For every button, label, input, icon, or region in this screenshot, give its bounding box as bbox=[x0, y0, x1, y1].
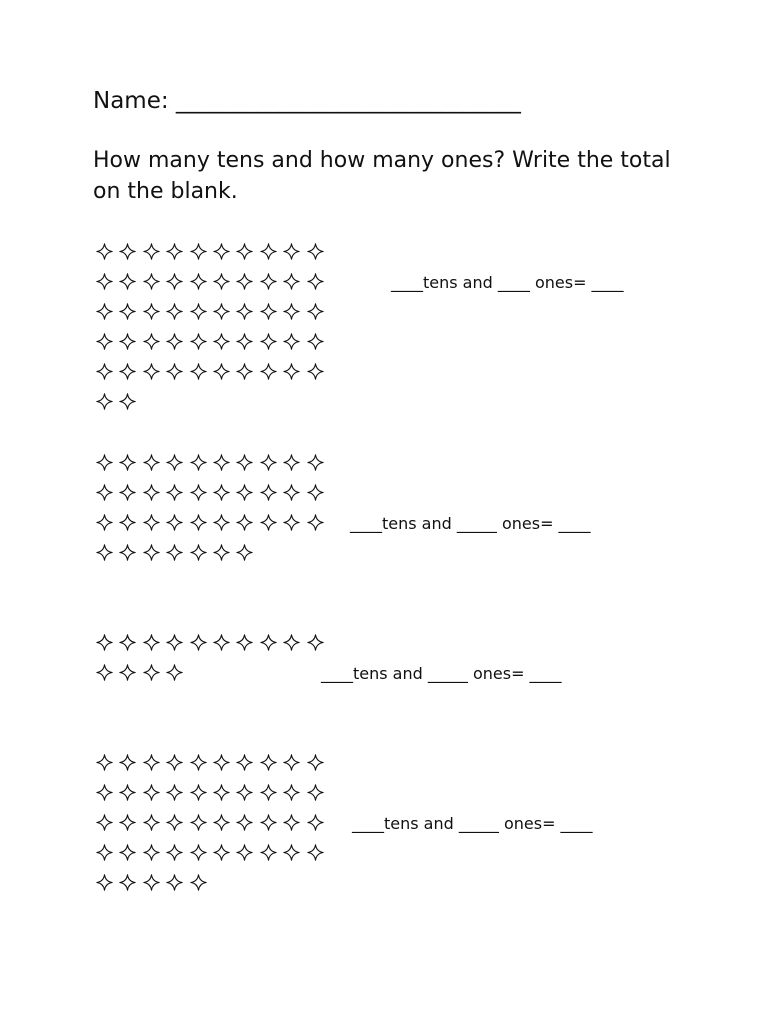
star-row bbox=[96, 266, 330, 296]
four-point-star-icon bbox=[119, 242, 142, 260]
four-point-star-icon bbox=[260, 332, 283, 350]
star-row bbox=[96, 236, 330, 266]
four-point-star-icon bbox=[166, 633, 189, 651]
four-point-star-icon bbox=[119, 302, 142, 320]
star-row bbox=[96, 326, 330, 356]
four-point-star-icon bbox=[143, 242, 166, 260]
star-group-problem-3 bbox=[96, 627, 330, 687]
four-point-star-icon bbox=[143, 543, 166, 561]
four-point-star-icon bbox=[236, 843, 259, 861]
star-row bbox=[96, 747, 330, 777]
instructions-text: How many tens and how many ones? Write the total on the blank. bbox=[93, 148, 671, 204]
four-point-star-icon bbox=[283, 843, 306, 861]
four-point-star-icon bbox=[143, 783, 166, 801]
four-point-star-icon bbox=[283, 302, 306, 320]
four-point-star-icon bbox=[283, 483, 306, 501]
four-point-star-icon bbox=[307, 362, 330, 380]
four-point-star-icon bbox=[190, 302, 213, 320]
star-row bbox=[96, 777, 330, 807]
four-point-star-icon bbox=[119, 543, 142, 561]
four-point-star-icon bbox=[260, 843, 283, 861]
four-point-star-icon bbox=[307, 753, 330, 771]
four-point-star-icon bbox=[283, 453, 306, 471]
four-point-star-icon bbox=[190, 633, 213, 651]
four-point-star-icon bbox=[213, 783, 236, 801]
four-point-star-icon bbox=[166, 513, 189, 531]
star-row bbox=[96, 837, 330, 867]
four-point-star-icon bbox=[236, 513, 259, 531]
four-point-star-icon bbox=[213, 453, 236, 471]
four-point-star-icon bbox=[166, 362, 189, 380]
four-point-star-icon bbox=[143, 663, 166, 681]
four-point-star-icon bbox=[96, 753, 119, 771]
four-point-star-icon bbox=[190, 753, 213, 771]
four-point-star-icon bbox=[96, 783, 119, 801]
four-point-star-icon bbox=[307, 843, 330, 861]
four-point-star-icon bbox=[236, 453, 259, 471]
four-point-star-icon bbox=[236, 753, 259, 771]
four-point-star-icon bbox=[236, 783, 259, 801]
four-point-star-icon bbox=[166, 543, 189, 561]
four-point-star-icon bbox=[190, 242, 213, 260]
four-point-star-icon bbox=[213, 513, 236, 531]
four-point-star-icon bbox=[190, 783, 213, 801]
four-point-star-icon bbox=[190, 272, 213, 290]
star-row bbox=[96, 537, 330, 567]
four-point-star-icon bbox=[260, 362, 283, 380]
four-point-star-icon bbox=[119, 753, 142, 771]
four-point-star-icon bbox=[96, 453, 119, 471]
four-point-star-icon bbox=[213, 543, 236, 561]
four-point-star-icon bbox=[307, 783, 330, 801]
four-point-star-icon bbox=[119, 783, 142, 801]
four-point-star-icon bbox=[143, 483, 166, 501]
four-point-star-icon bbox=[307, 513, 330, 531]
four-point-star-icon bbox=[119, 362, 142, 380]
answer-prompt-problem-2[interactable]: ____tens and _____ ones= ____ bbox=[350, 514, 591, 533]
four-point-star-icon bbox=[190, 453, 213, 471]
four-point-star-icon bbox=[119, 332, 142, 350]
four-point-star-icon bbox=[96, 543, 119, 561]
four-point-star-icon bbox=[96, 633, 119, 651]
four-point-star-icon bbox=[260, 513, 283, 531]
four-point-star-icon bbox=[260, 453, 283, 471]
four-point-star-icon bbox=[213, 813, 236, 831]
four-point-star-icon bbox=[260, 302, 283, 320]
star-row bbox=[96, 657, 330, 687]
four-point-star-icon bbox=[143, 753, 166, 771]
star-group-problem-4 bbox=[96, 747, 330, 897]
four-point-star-icon bbox=[166, 753, 189, 771]
four-point-star-icon bbox=[190, 843, 213, 861]
four-point-star-icon bbox=[143, 843, 166, 861]
four-point-star-icon bbox=[190, 362, 213, 380]
four-point-star-icon bbox=[260, 633, 283, 651]
answer-prompt-problem-3[interactable]: ____tens and _____ ones= ____ bbox=[321, 664, 562, 683]
four-point-star-icon bbox=[307, 272, 330, 290]
four-point-star-icon bbox=[283, 513, 306, 531]
four-point-star-icon bbox=[119, 272, 142, 290]
star-group-problem-1 bbox=[96, 236, 330, 416]
four-point-star-icon bbox=[236, 543, 259, 561]
four-point-star-icon bbox=[260, 483, 283, 501]
four-point-star-icon bbox=[307, 332, 330, 350]
four-point-star-icon bbox=[283, 242, 306, 260]
four-point-star-icon bbox=[307, 302, 330, 320]
star-row bbox=[96, 867, 330, 897]
four-point-star-icon bbox=[119, 513, 142, 531]
four-point-star-icon bbox=[119, 873, 142, 891]
four-point-star-icon bbox=[96, 272, 119, 290]
four-point-star-icon bbox=[166, 663, 189, 681]
four-point-star-icon bbox=[119, 813, 142, 831]
four-point-star-icon bbox=[166, 483, 189, 501]
four-point-star-icon bbox=[307, 242, 330, 260]
four-point-star-icon bbox=[283, 753, 306, 771]
four-point-star-icon bbox=[96, 513, 119, 531]
four-point-star-icon bbox=[119, 392, 142, 410]
four-point-star-icon bbox=[190, 813, 213, 831]
four-point-star-icon bbox=[96, 843, 119, 861]
star-row bbox=[96, 356, 330, 386]
four-point-star-icon bbox=[166, 302, 189, 320]
four-point-star-icon bbox=[236, 242, 259, 260]
four-point-star-icon bbox=[166, 873, 189, 891]
four-point-star-icon bbox=[119, 633, 142, 651]
star-row bbox=[96, 477, 330, 507]
four-point-star-icon bbox=[190, 513, 213, 531]
four-point-star-icon bbox=[283, 633, 306, 651]
four-point-star-icon bbox=[166, 272, 189, 290]
four-point-star-icon bbox=[166, 453, 189, 471]
four-point-star-icon bbox=[96, 813, 119, 831]
star-row bbox=[96, 627, 330, 657]
four-point-star-icon bbox=[283, 783, 306, 801]
four-point-star-icon bbox=[213, 753, 236, 771]
four-point-star-icon bbox=[143, 873, 166, 891]
four-point-star-icon bbox=[213, 362, 236, 380]
four-point-star-icon bbox=[143, 302, 166, 320]
star-row bbox=[96, 386, 330, 416]
four-point-star-icon bbox=[283, 813, 306, 831]
four-point-star-icon bbox=[190, 873, 213, 891]
four-point-star-icon bbox=[143, 453, 166, 471]
four-point-star-icon bbox=[166, 813, 189, 831]
four-point-star-icon bbox=[213, 843, 236, 861]
four-point-star-icon bbox=[143, 362, 166, 380]
four-point-star-icon bbox=[213, 483, 236, 501]
four-point-star-icon bbox=[283, 272, 306, 290]
four-point-star-icon bbox=[283, 332, 306, 350]
four-point-star-icon bbox=[236, 483, 259, 501]
four-point-star-icon bbox=[143, 272, 166, 290]
four-point-star-icon bbox=[96, 362, 119, 380]
four-point-star-icon bbox=[166, 783, 189, 801]
four-point-star-icon bbox=[307, 453, 330, 471]
four-point-star-icon bbox=[213, 633, 236, 651]
four-point-star-icon bbox=[260, 753, 283, 771]
four-point-star-icon bbox=[236, 272, 259, 290]
star-row bbox=[96, 807, 330, 837]
answer-prompt-problem-1[interactable]: ____tens and ____ ones= ____ bbox=[391, 273, 624, 292]
star-row bbox=[96, 296, 330, 326]
four-point-star-icon bbox=[96, 332, 119, 350]
four-point-star-icon bbox=[119, 453, 142, 471]
four-point-star-icon bbox=[307, 633, 330, 651]
four-point-star-icon bbox=[190, 332, 213, 350]
four-point-star-icon bbox=[143, 633, 166, 651]
four-point-star-icon bbox=[236, 633, 259, 651]
star-row bbox=[96, 447, 330, 477]
four-point-star-icon bbox=[190, 483, 213, 501]
four-point-star-icon bbox=[236, 362, 259, 380]
four-point-star-icon bbox=[190, 543, 213, 561]
four-point-star-icon bbox=[96, 302, 119, 320]
four-point-star-icon bbox=[213, 242, 236, 260]
four-point-star-icon bbox=[260, 272, 283, 290]
four-point-star-icon bbox=[96, 392, 119, 410]
four-point-star-icon bbox=[236, 813, 259, 831]
four-point-star-icon bbox=[236, 302, 259, 320]
four-point-star-icon bbox=[307, 813, 330, 831]
four-point-star-icon bbox=[307, 483, 330, 501]
star-group-problem-2 bbox=[96, 447, 330, 567]
four-point-star-icon bbox=[119, 483, 142, 501]
four-point-star-icon bbox=[119, 663, 142, 681]
star-row bbox=[96, 507, 330, 537]
four-point-star-icon bbox=[213, 332, 236, 350]
four-point-star-icon bbox=[119, 843, 142, 861]
four-point-star-icon bbox=[166, 843, 189, 861]
four-point-star-icon bbox=[96, 483, 119, 501]
four-point-star-icon bbox=[236, 332, 259, 350]
four-point-star-icon bbox=[96, 663, 119, 681]
four-point-star-icon bbox=[213, 272, 236, 290]
four-point-star-icon bbox=[260, 783, 283, 801]
four-point-star-icon bbox=[143, 513, 166, 531]
four-point-star-icon bbox=[143, 813, 166, 831]
four-point-star-icon bbox=[166, 242, 189, 260]
four-point-star-icon bbox=[213, 302, 236, 320]
four-point-star-icon bbox=[96, 242, 119, 260]
answer-prompt-problem-4[interactable]: ____tens and _____ ones= ____ bbox=[352, 814, 593, 833]
four-point-star-icon bbox=[260, 242, 283, 260]
name-label: Name: ______________________________ bbox=[93, 88, 521, 114]
four-point-star-icon bbox=[260, 813, 283, 831]
four-point-star-icon bbox=[166, 332, 189, 350]
four-point-star-icon bbox=[96, 873, 119, 891]
four-point-star-icon bbox=[283, 362, 306, 380]
four-point-star-icon bbox=[143, 332, 166, 350]
